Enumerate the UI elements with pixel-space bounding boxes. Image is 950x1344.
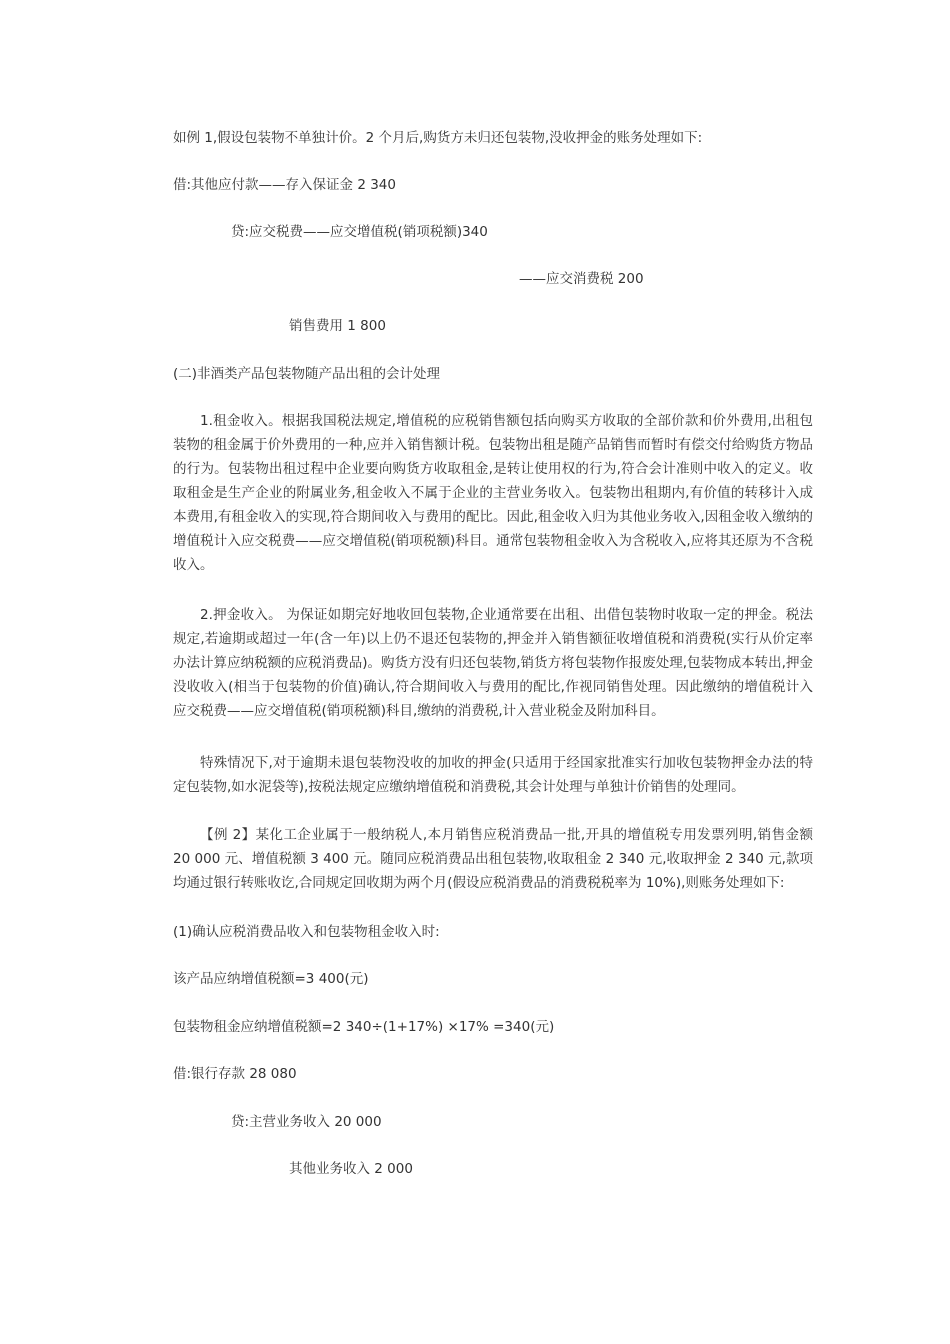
journal-credit-vat: 贷:应交税费——应交增值税(销项税额)340 [231, 224, 488, 240]
example-1-intro: 如例 1,假设包装物不单独计价。2 个月后,购货方未归还包装物,没收押金的账务处理如下: [173, 130, 703, 146]
journal-credit-consumption-tax: ——应交消费税 200 [519, 271, 644, 287]
journal-credit-other-revenue: 其他业务收入 2 000 [289, 1161, 413, 1177]
vat-calc-rent: 包装物租金应纳增值税额=2 340÷(1+17%) ×17% =340(元) [173, 1019, 555, 1035]
paragraph-deposit-income: 2.押金收入。 为保证如期完好地收回包装物,企业通常要在出租、出借包装物时收取一定的押金。税法规定,若逾期或超过一年(含一年)以上仍不退还包装物的,押金并入销售额征收增值税和消费税(实行从价定率办法计算应纳税额的应税消费品)。购货方没有归还包装物,销货方将包装物作报废处理,包装物成本转出,押金没收收入(相当于包装物的价值)确认,符合期间收入与费用的配比,作视同销售处理。因此缴纳的增值税计入应交税费——应交增值税(销项税额)科目,缴纳的消费税,计入营业税金及附加科目。 [173, 607, 813, 719]
journal-debit-deposit: 借:其他应付款——存入保证金 2 340 [173, 177, 396, 193]
paragraph-special-case: 特殊情况下,对于逾期未退包装物没收的加收的押金(只适用于经国家批准实行加收包装物押金办法的特定包装物,如水泥袋等),按税法规定应缴纳增值税和消费税,其会计处理与单独计价销售的处理同。 [173, 755, 813, 795]
step-1-heading: (1)确认应税消费品收入和包装物租金收入时: [173, 924, 440, 940]
section-heading: (二)非酒类产品包装物随产品出租的会计处理 [173, 366, 441, 382]
paragraph-rent-income: 1.租金收入。根据我国税法规定,增值税的应税销售额包括向购买方收取的全部价款和价外费用,出租包装物的租金属于价外费用的一种,应并入销售额计税。包装物出租是随产品销售而暂时有偿交付给购货方物品的行为。包装物出租过程中企业要向购货方收取租金,是转让使用权的行为,符合会计准则中收入的定义。收取租金是生产企业的附属业务,租金收入不属于企业的主营业务收入。包装物出租期内,有价值的转移计入成本费用,有租金收入的实现,符合期间收入与费用的配比。因此,租金收入归为其他业务收入,因租金收入缴纳的增值税计入应交税费——应交增值税(销项税额)科目。通常包装物租金收入为含税收入,应将其还原为不含税收入。 [173, 413, 813, 573]
paragraph-example-2: 【例 2】某化工企业属于一般纳税人,本月销售应税消费品一批,开具的增值税专用发票列明,销售金额 20 000 元、增值税额 3 400 元。随同应税消费品出租包装物,收取租金 2 340 元,收取押金 2 340 元,款项均通过银行转账收讫,合同规定回收期为两个月(假设应税消费品的消费税税率为 10%),则账务处理如下: [173, 827, 813, 891]
vat-calc-product: 该产品应纳增值税额=3 400(元) [173, 971, 369, 987]
journal-credit-selling-expense: 销售费用 1 800 [289, 318, 386, 334]
journal-debit-bank: 借:银行存款 28 080 [173, 1066, 297, 1082]
journal-credit-main-revenue: 贷:主营业务收入 20 000 [231, 1114, 382, 1130]
